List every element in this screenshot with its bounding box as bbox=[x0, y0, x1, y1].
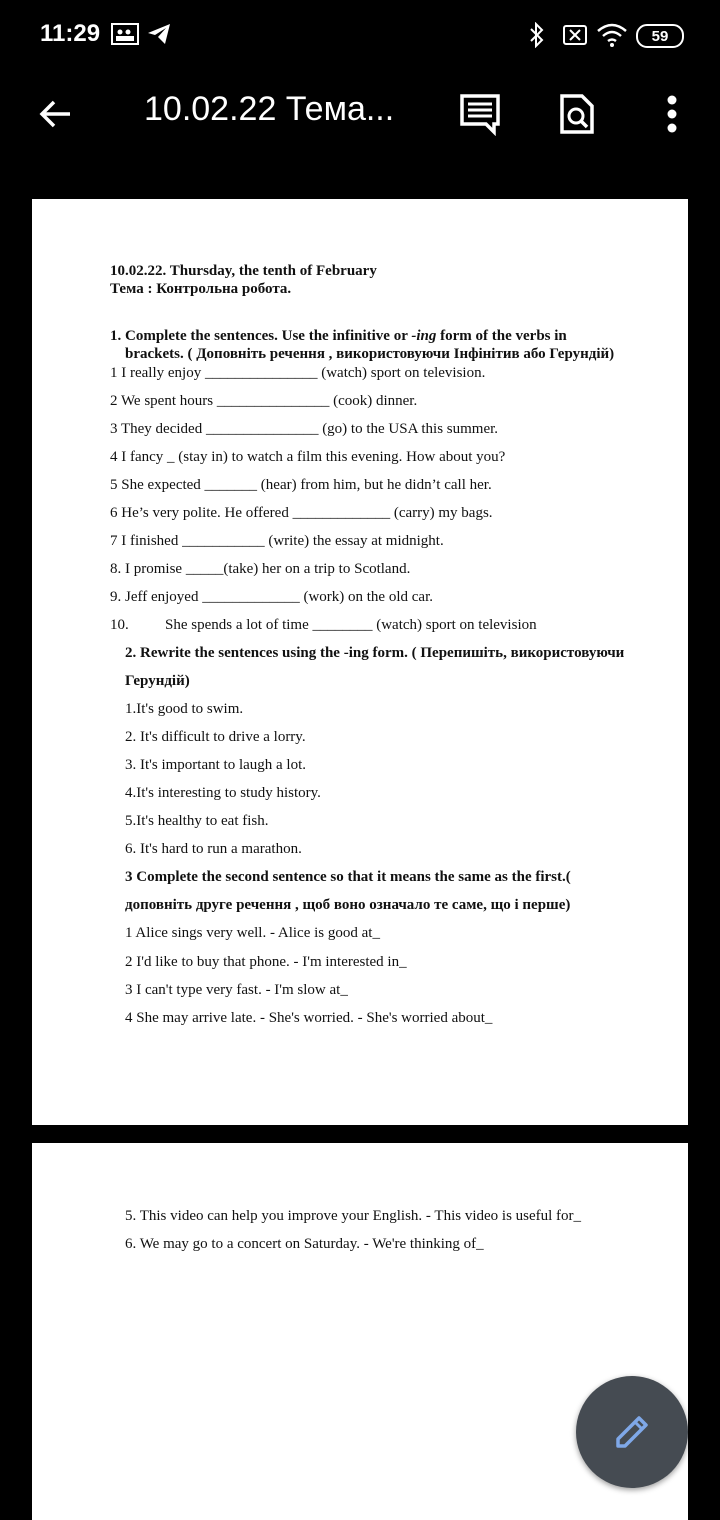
document-page-1[interactable] bbox=[32, 199, 688, 1125]
status-time: 11:29 bbox=[40, 20, 101, 47]
edit-fab-button[interactable] bbox=[576, 1376, 688, 1488]
battery-level: 59 bbox=[651, 27, 669, 45]
task1-item: 9. Jeff enjoyed _____________ (work) on the old car. bbox=[110, 589, 433, 605]
bluetooth-icon bbox=[528, 22, 546, 48]
task1-item: 8. I promise _____(take) her on a trip to Scotland. bbox=[110, 561, 411, 577]
task1-item: 3 They decided _______________ (go) to the USA this summer. bbox=[110, 421, 499, 437]
task3-item: 4 She may arrive late. - She's worried. - She's worried about_ bbox=[125, 1010, 493, 1026]
task1-item: 7 I finished ___________ (write) the essay at midnight. bbox=[110, 533, 444, 549]
back-arrow-icon bbox=[36, 94, 76, 134]
task1-item-10-text: She spends a lot of time ________ (watch) sport on television bbox=[165, 617, 537, 633]
more-options-button[interactable] bbox=[648, 90, 696, 138]
battery-icon bbox=[636, 24, 684, 48]
telegram-icon bbox=[146, 22, 172, 46]
doc-topic-line: Тема : Контрольна робота. bbox=[110, 281, 292, 297]
task3-title-line2: доповніть друге речення , щоб воно означало те саме, що і перше) bbox=[125, 897, 571, 913]
task1-title-line1: 1. Complete the sentences. Use the infinitive or -ing form of the verbs in bbox=[110, 328, 567, 344]
task2-item: 1.It's good to swim. bbox=[125, 701, 244, 717]
comment-icon bbox=[458, 92, 502, 136]
edit-pencil-icon bbox=[610, 1410, 654, 1454]
task1-item: 4 I fancy _ (stay in) to watch a film this evening. How about you? bbox=[110, 449, 506, 465]
task2-title-line1: 2. Rewrite the sentences using the -ing form. ( Перепишіть, використовуючи bbox=[125, 645, 625, 661]
task2-item: 2. It's difficult to drive a lorry. bbox=[125, 729, 306, 745]
document-title: 10.02.22 Тема... bbox=[144, 90, 395, 128]
no-sim-icon bbox=[562, 24, 588, 46]
task1-title-line2: brackets. ( Доповніть речення , використовуючи Інфінітив або Герундій) bbox=[125, 346, 615, 362]
task3-item: 5. This video can help you improve your English. - This video is useful for_ bbox=[125, 1208, 582, 1224]
task3-item: 2 I'd like to buy that phone. - I'm interested in_ bbox=[125, 954, 407, 970]
task3-item: 3 I can't type very fast. - I'm slow at_ bbox=[125, 982, 348, 998]
task3-title-line1: 3 Complete the second sentence so that it means the same as the first.( bbox=[125, 869, 571, 885]
task3-item: 1 Alice sings very well. - Alice is good at_ bbox=[125, 925, 380, 941]
task2-title-line2: Герундій) bbox=[125, 673, 190, 689]
find-in-page-icon bbox=[554, 92, 598, 136]
task2-item: 5.It's healthy to eat fish. bbox=[125, 813, 269, 829]
task1-item: 1 I really enjoy _______________ (watch) sport on television. bbox=[110, 365, 486, 381]
task2-item: 6. It's hard to run a marathon. bbox=[125, 841, 302, 857]
back-button[interactable] bbox=[32, 90, 80, 138]
task1-item: 2 We spent hours _______________ (cook) dinner. bbox=[110, 393, 418, 409]
task1-item-10-number: 10. bbox=[110, 617, 129, 633]
find-in-page-button[interactable] bbox=[552, 90, 600, 138]
wifi-icon bbox=[596, 22, 628, 48]
more-vert-icon bbox=[666, 94, 678, 134]
comment-button[interactable] bbox=[456, 90, 504, 138]
doc-date-line: 10.02.22. Thursday, the tenth of February bbox=[110, 263, 377, 279]
photo-icon bbox=[110, 22, 140, 46]
status-bar bbox=[0, 0, 720, 70]
task1-item: 6 He’s very polite. He offered _____________ (carry) my bags. bbox=[110, 505, 493, 521]
task2-item: 4.It's interesting to study history. bbox=[125, 785, 321, 801]
task1-item: 5 She expected _______ (hear) from him, but he didn’t call her. bbox=[110, 477, 492, 493]
task2-item: 3. It's important to laugh a lot. bbox=[125, 757, 307, 773]
task3-item: 6. We may go to a concert on Saturday. - We're thinking of_ bbox=[125, 1236, 484, 1252]
app-bar bbox=[0, 70, 720, 160]
